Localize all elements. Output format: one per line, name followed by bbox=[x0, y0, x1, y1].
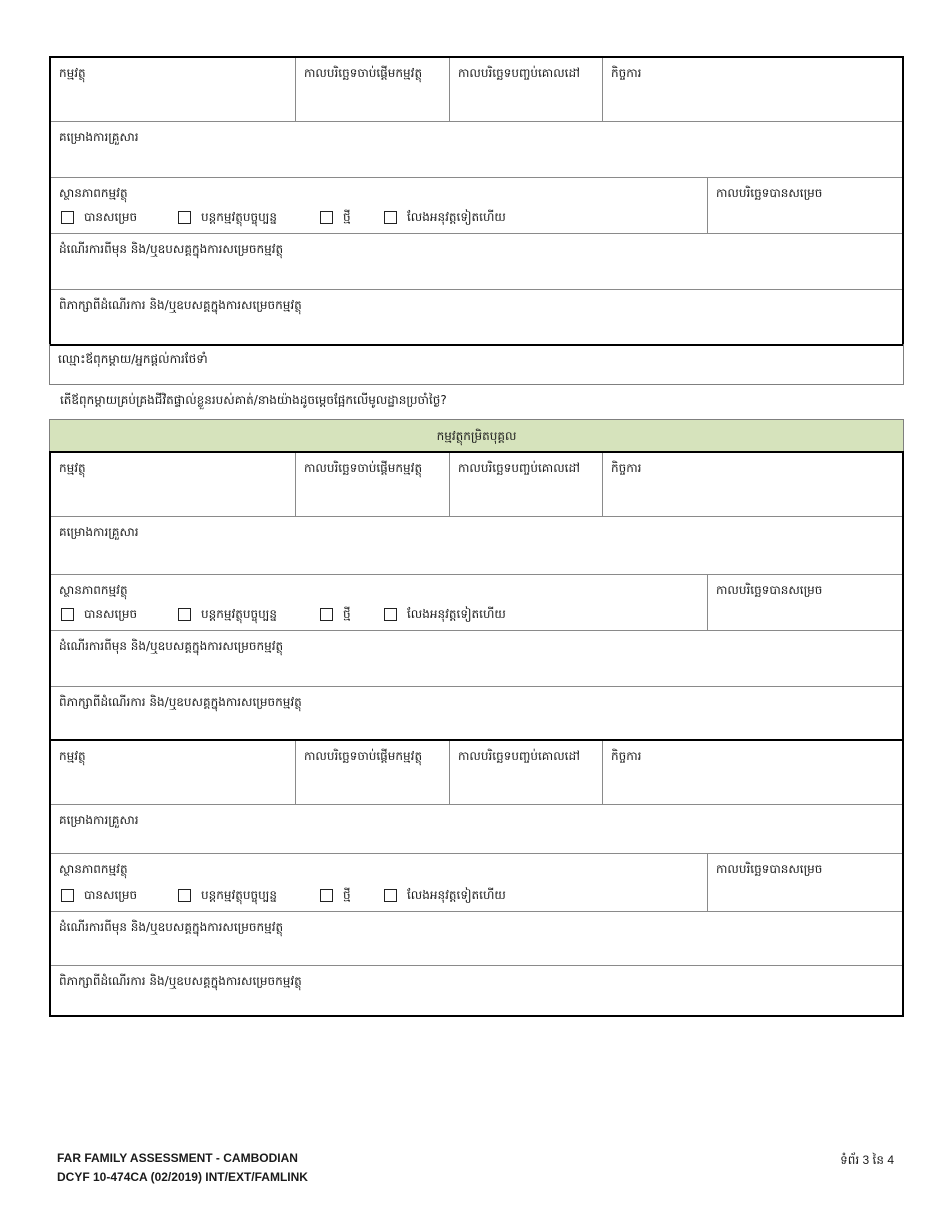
goal-block-3 bbox=[49, 739, 904, 1017]
tasks-label: កិច្ចការ bbox=[611, 66, 642, 80]
progress-row[interactable] bbox=[51, 630, 902, 686]
checkbox[interactable] bbox=[384, 889, 397, 902]
tasks-label: កិច្ចការ bbox=[611, 461, 642, 475]
progress-row[interactable] bbox=[51, 233, 902, 289]
goal-block-1 bbox=[49, 56, 904, 346]
discussion-label: ពិភាក្សាពីដំណើរការ និង/ឬឧបសគ្គក្នុងការសម្រេចកម្មវត្ថុ bbox=[59, 298, 302, 312]
checkbox[interactable] bbox=[178, 889, 191, 902]
family-plan-cell[interactable] bbox=[51, 517, 902, 574]
family-plan-label: គម្រោងការគ្រួសារ bbox=[59, 813, 139, 827]
start-date-label: កាលបរិច្ឆេទចាប់ផ្តើមកម្មវត្ថុ bbox=[304, 749, 423, 763]
goal-status-label: ស្ថានភាពកម្មវត្ថុ bbox=[59, 186, 128, 200]
checkbox[interactable] bbox=[320, 211, 333, 224]
start-date-label: កាលបរិច្ឆេទចាប់ផ្តើមកម្មវត្ថុ bbox=[304, 66, 423, 80]
parent-name-label: ឈ្មោះឪពុកម្តាយ/អ្នកផ្តល់ការថែទាំ bbox=[58, 352, 208, 366]
status-option-new[interactable]: ថ្មី bbox=[320, 887, 351, 903]
goal-status-label: ស្ថានភាពកម្មវត្ថុ bbox=[59, 583, 128, 597]
status-option-not-applicable[interactable]: លែងអនុវត្តទៀតហើយ bbox=[384, 209, 506, 225]
checkbox[interactable] bbox=[178, 608, 191, 621]
status-option-achieved[interactable]: បានសម្រេច bbox=[61, 887, 137, 903]
checkbox[interactable] bbox=[61, 211, 74, 224]
checkbox[interactable] bbox=[320, 608, 333, 621]
goal-label: កម្មវត្ថុ bbox=[59, 66, 86, 80]
family-plan-label: គម្រោងការគ្រួសារ bbox=[59, 130, 139, 144]
status-option-new[interactable]: ថ្មី bbox=[320, 209, 351, 225]
goal-status-label: ស្ថានភាពកម្មវត្ថុ bbox=[59, 862, 128, 876]
tasks-cell[interactable] bbox=[602, 741, 902, 804]
achieved-date-cell[interactable] bbox=[707, 575, 902, 630]
form-number: DCYF 10-474CA (02/2019) INT/EXT/FAMLINK bbox=[57, 1170, 308, 1184]
achieved-date-cell[interactable] bbox=[707, 854, 902, 911]
start-date-cell[interactable] bbox=[295, 58, 449, 121]
target-date-cell[interactable] bbox=[449, 741, 602, 804]
target-date-cell[interactable] bbox=[449, 58, 602, 121]
discussion-cell[interactable] bbox=[51, 290, 902, 344]
goal-cell[interactable] bbox=[51, 58, 295, 121]
discussion-row[interactable] bbox=[51, 289, 902, 344]
progress-row[interactable] bbox=[51, 911, 902, 965]
parent-name-field[interactable] bbox=[49, 344, 904, 385]
status-option-continue[interactable]: បន្តកម្មវត្ថុបច្ចុប្បន្ន bbox=[178, 209, 277, 225]
status-option-achieved[interactable]: បានសម្រេច bbox=[61, 606, 137, 622]
family-plan-row[interactable] bbox=[51, 121, 902, 177]
page-total: 4 bbox=[887, 1153, 894, 1167]
goal-status-cell bbox=[51, 178, 707, 233]
start-date-cell[interactable] bbox=[295, 453, 449, 516]
family-plan-cell[interactable] bbox=[51, 122, 902, 177]
discussion-cell[interactable] bbox=[51, 966, 902, 1015]
checkbox[interactable] bbox=[61, 889, 74, 902]
family-plan-cell[interactable] bbox=[51, 805, 902, 853]
goal-row bbox=[51, 58, 902, 121]
family-plan-row[interactable] bbox=[51, 804, 902, 853]
target-date-label: កាលបរិច្ឆេទបញ្ចប់គោលដៅ bbox=[458, 66, 580, 80]
progress-cell[interactable] bbox=[51, 912, 902, 965]
status-option-new[interactable]: ថ្មី bbox=[320, 606, 351, 622]
achieved-date-cell[interactable] bbox=[707, 178, 902, 233]
discussion-label: ពិភាក្សាពីដំណើរការ និង/ឬឧបសគ្គក្នុងការសម្រេចកម្មវត្ថុ bbox=[59, 695, 302, 709]
target-date-cell[interactable] bbox=[449, 453, 602, 516]
checkbox[interactable] bbox=[384, 608, 397, 621]
checkbox[interactable] bbox=[61, 608, 74, 621]
discussion-cell[interactable] bbox=[51, 687, 902, 739]
page-of: នៃ bbox=[872, 1153, 884, 1167]
page-number bbox=[840, 1152, 894, 1170]
goal-status-row bbox=[51, 574, 902, 630]
discussion-row[interactable] bbox=[51, 686, 902, 739]
progress-label: ដំណើរការពីមុន និង/ឬឧបសគ្គក្នុងការសម្រេចកម្មវត្ថុ bbox=[59, 639, 284, 653]
achieved-date-label: កាលបរិច្ឆេទបានសម្រេច bbox=[716, 862, 823, 876]
page-current: 3 bbox=[862, 1153, 870, 1167]
tasks-label: កិច្ចការ bbox=[611, 749, 642, 763]
section-header-title: កម្មវត្ថុកម្រិតបុគ្គល bbox=[436, 428, 517, 443]
form-title: FAR FAMILY ASSESSMENT - CAMBODIAN bbox=[57, 1151, 298, 1165]
achieved-date-label: កាលបរិច្ឆេទបានសម្រេច bbox=[716, 186, 823, 200]
checkbox[interactable] bbox=[384, 211, 397, 224]
goal-status-row bbox=[51, 177, 902, 233]
goal-status-cell bbox=[51, 854, 707, 911]
start-date-cell[interactable] bbox=[295, 741, 449, 804]
checkbox[interactable] bbox=[178, 211, 191, 224]
status-options bbox=[61, 209, 707, 227]
discussion-row[interactable] bbox=[51, 965, 902, 1015]
goal-row bbox=[51, 453, 902, 516]
start-date-label: កាលបរិច្ឆេទចាប់ផ្តើមកម្មវត្ថុ bbox=[304, 461, 423, 475]
daily-life-question: តើឪពុកម្តាយគ្រប់គ្រងជីវិតផ្ទាល់ខ្លួនរបស់គាត់/នាងយ៉ាងដូចម្តេចផ្អែកលើមូលដ្ឋានប្រចាំថ្ងៃ? bbox=[60, 393, 447, 407]
achieved-date-label: កាលបរិច្ឆេទបានសម្រេច bbox=[716, 583, 823, 597]
goal-status-row bbox=[51, 853, 902, 911]
progress-cell[interactable] bbox=[51, 631, 902, 686]
target-date-label: កាលបរិច្ឆេទបញ្ចប់គោលដៅ bbox=[458, 461, 580, 475]
goal-block-2 bbox=[49, 451, 904, 741]
status-option-continue[interactable]: បន្តកម្មវត្ថុបច្ចុប្បន្ន bbox=[178, 887, 277, 903]
checkbox[interactable] bbox=[320, 889, 333, 902]
section-header bbox=[49, 419, 904, 452]
target-date-label: កាលបរិច្ឆេទបញ្ចប់គោលដៅ bbox=[458, 749, 580, 763]
goal-row bbox=[51, 741, 902, 804]
family-plan-row[interactable] bbox=[51, 516, 902, 574]
status-option-not-applicable[interactable]: លែងអនុវត្តទៀតហើយ bbox=[384, 887, 506, 903]
status-options bbox=[61, 887, 707, 905]
goal-label: កម្មវត្ថុ bbox=[59, 749, 86, 763]
goal-label: កម្មវត្ថុ bbox=[59, 461, 86, 475]
goal-status-cell bbox=[51, 575, 707, 630]
goal-cell[interactable] bbox=[51, 453, 295, 516]
goal-cell[interactable] bbox=[51, 741, 295, 804]
status-option-not-applicable[interactable]: លែងអនុវត្តទៀតហើយ bbox=[384, 606, 506, 622]
progress-label: ដំណើរការពីមុន និង/ឬឧបសគ្គក្នុងការសម្រេចកម្មវត្ថុ bbox=[59, 920, 284, 934]
tasks-cell[interactable] bbox=[602, 453, 902, 516]
status-option-achieved[interactable]: បានសម្រេច bbox=[61, 209, 137, 225]
tasks-cell[interactable] bbox=[602, 58, 902, 121]
page-prefix: ទំព័រ bbox=[840, 1153, 860, 1167]
family-plan-label: គម្រោងការគ្រួសារ bbox=[59, 525, 139, 539]
status-option-continue[interactable]: បន្តកម្មវត្ថុបច្ចុប្បន្ន bbox=[178, 606, 277, 622]
discussion-label: ពិភាក្សាពីដំណើរការ និង/ឬឧបសគ្គក្នុងការសម្រេចកម្មវត្ថុ bbox=[59, 974, 302, 988]
status-options bbox=[61, 606, 707, 624]
progress-cell[interactable] bbox=[51, 234, 902, 289]
progress-label: ដំណើរការពីមុន និង/ឬឧបសគ្គក្នុងការសម្រេចកម្មវត្ថុ bbox=[59, 242, 284, 256]
